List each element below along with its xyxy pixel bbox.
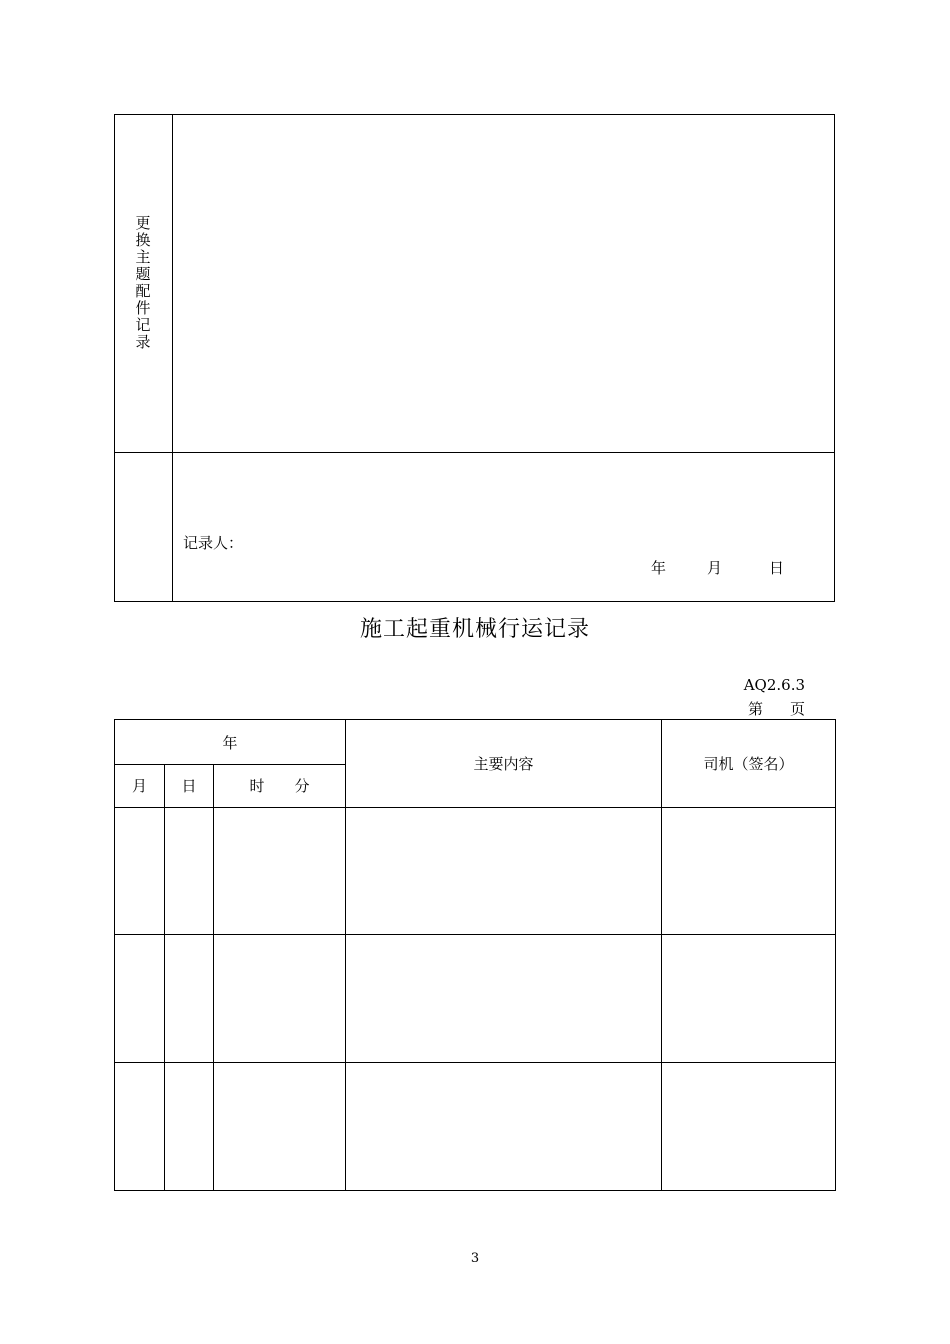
operation-log-table — [114, 719, 836, 1191]
page-number: 3 — [470, 1251, 480, 1266]
header-day: 日 — [165, 765, 214, 807]
header-content: 主要内容 — [346, 720, 662, 808]
cell-driver[interactable] — [662, 1063, 836, 1191]
table-row — [115, 807, 836, 935]
recorder-label: 记录人： — [183, 534, 244, 552]
date-year-label: 年 — [651, 559, 667, 577]
form-code: AQ2.6.3 — [743, 676, 805, 694]
section-label: 更 换 主 题 配 件 记 录 — [135, 214, 151, 351]
cell-content[interactable] — [346, 1063, 662, 1191]
header-year: 年 — [115, 720, 346, 765]
cell-day[interactable] — [165, 1063, 214, 1191]
page-prefix: 第 — [747, 700, 763, 718]
record-date — [651, 557, 784, 578]
table-row — [115, 1063, 836, 1191]
header-hour: 时 — [249, 777, 265, 796]
cell-time[interactable] — [214, 807, 346, 935]
cell-time[interactable] — [214, 935, 346, 1063]
cell-month[interactable] — [115, 1063, 165, 1191]
cell-driver[interactable] — [662, 807, 836, 935]
cell-day[interactable] — [165, 935, 214, 1063]
cell-driver[interactable] — [662, 935, 836, 1063]
cell-month[interactable] — [115, 935, 165, 1063]
parts-replacement-form — [114, 114, 835, 602]
header-month: 月 — [115, 765, 165, 807]
cell-month[interactable] — [115, 807, 165, 935]
header-driver: 司机（签名） — [662, 720, 836, 808]
date-month-label: 月 — [707, 559, 723, 577]
cell-time[interactable] — [214, 1063, 346, 1191]
form-divider-vertical — [172, 115, 173, 601]
date-day-label: 日 — [769, 559, 785, 577]
cell-content[interactable] — [346, 807, 662, 935]
header-minute: 分 — [294, 777, 310, 796]
cell-content[interactable] — [346, 935, 662, 1063]
table-row — [115, 935, 836, 1063]
cell-day[interactable] — [165, 807, 214, 935]
header-time — [214, 765, 346, 807]
page-field — [748, 698, 805, 719]
page-suffix: 页 — [789, 700, 805, 718]
page-title: 施工起重机械行运记录 — [359, 617, 590, 642]
form-divider-horizontal — [115, 452, 834, 453]
